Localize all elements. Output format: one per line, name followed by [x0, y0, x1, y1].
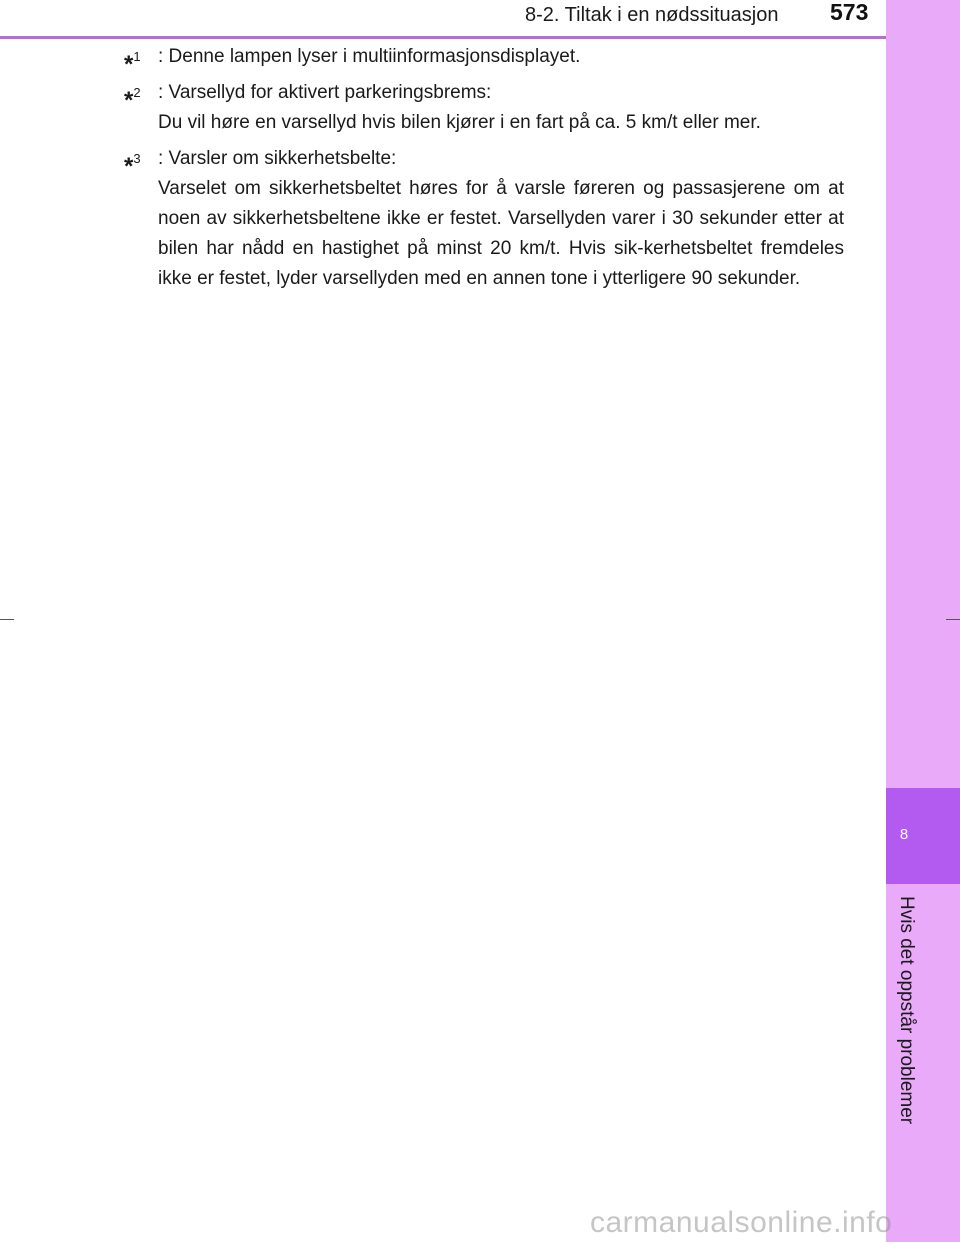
asterisk-icon: * — [124, 51, 134, 78]
crop-mark-left — [0, 619, 14, 620]
footnote-marker — [124, 42, 141, 80]
header-rule — [0, 36, 886, 39]
section-title: 8-2. Tiltak i en nødssituasjon — [525, 4, 779, 26]
footnote-text: Varselet om sikkerhetsbeltet høres for å varsle føreren og passasjerene om at noen av sikkerhetsbeltene ikke er festet. Varsellyden varer i 30 sekunder etter at bilen har nådd en hastighet på minst 20 km/t. Hvis sik-kerhetsbeltet fremdeles ikke er festet, lyder varsellyden med en annen tone i ytterligere 90 sekunder. — [158, 178, 844, 289]
footnote-number: 1 — [133, 49, 141, 64]
footnote-heading: : Denne lampen lyser i multiinformasjonsdisplayet. — [158, 46, 581, 67]
footnote — [124, 78, 844, 138]
footnote — [124, 42, 844, 78]
page-number: 573 — [830, 0, 869, 25]
footnote-marker — [124, 144, 141, 182]
chapter-number: 8 — [899, 826, 909, 843]
watermark: carmanualsonline.info — [590, 1206, 893, 1239]
footnotes — [124, 42, 844, 300]
crop-mark-right — [946, 619, 960, 620]
chapter-label: Hvis det oppstår problemer — [896, 896, 917, 1125]
footnote-number: 3 — [133, 151, 141, 166]
footnote-heading: : Varsler om sikkerhetsbelte: — [158, 148, 397, 169]
asterisk-icon: * — [124, 87, 134, 114]
footnote-text: Du vil høre en varsellyd hvis bilen kjører i en fart på ca. 5 km/t eller mer. — [158, 112, 761, 133]
footnote-number: 2 — [133, 85, 141, 100]
footnote — [124, 144, 844, 294]
asterisk-icon: * — [124, 153, 134, 180]
footnote-marker — [124, 78, 141, 116]
footnote-heading: : Varsellyd for aktivert parkeringsbrems: — [158, 82, 492, 103]
